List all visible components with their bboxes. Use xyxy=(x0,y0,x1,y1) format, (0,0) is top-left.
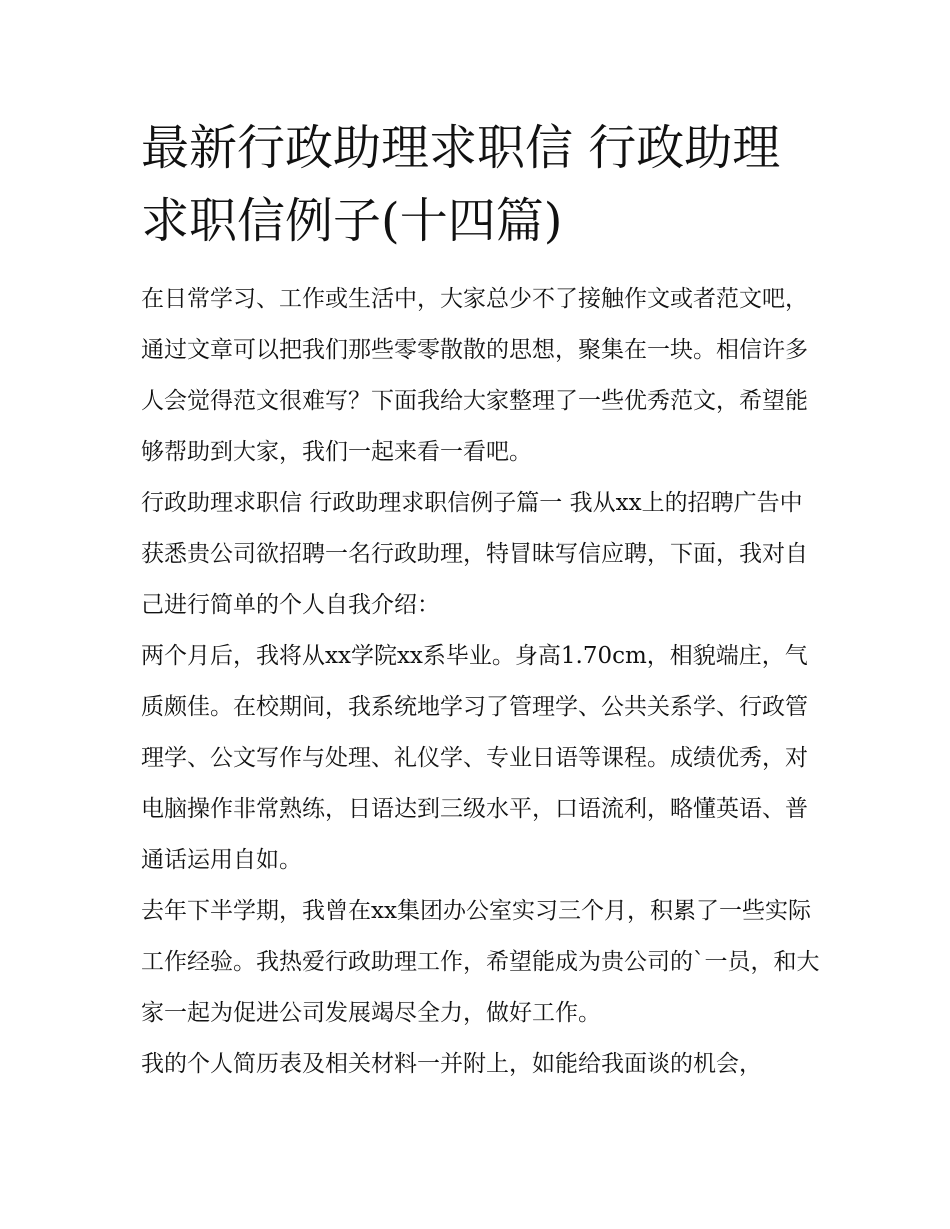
paragraph-intro: 在日常学习、工作或生活中，大家总少不了接触作文或者范文吧，通过文章可以把我们那些零零散散的思想，聚集在一块。相信许多人会觉得范文很难写？下面我给大家整理了一些优秀范文，希望能够帮助到大家，我们一起来看一看吧。 xyxy=(141,286,808,465)
paragraph-closing: 我的个人简历表及相关材料一并附上，如能给我面谈的机会， xyxy=(141,1051,762,1077)
paragraph-education: 两个月后，我将从xx学院xx系毕业。身高1.70cm，相貌端庄，气质颇佳。在校期间，我系统地学习了管理学、公共关系学、行政管理学、公文写作与处理、礼仪学、专业日语等课程。成绩优秀，对电脑操作非常熟练，日语达到三级水平，口语流利，略懂英语、普通话运用自如。 xyxy=(141,643,808,873)
document-content xyxy=(141,112,821,1090)
paragraph-experience: 去年下半学期，我曾在xx集团办公室实习三个月，积累了一些实际工作经验。我热爱行政助理工作，希望能成为贵公司的`一员，和大家一起为促进公司发展竭尽全力，做好工作。 xyxy=(141,898,820,1026)
document-title: 最新行政助理求职信 行政助理求职信例子(十四篇) xyxy=(141,120,781,249)
paragraph-opening: 行政助理求职信 行政助理求职信例子篇一 我从xx上的招聘广告中获悉贵公司欲招聘一名行政助理，特冒昧写信应聘，下面，我对自己进行简单的个人自我介绍： xyxy=(141,490,808,618)
document-body xyxy=(141,274,821,1090)
